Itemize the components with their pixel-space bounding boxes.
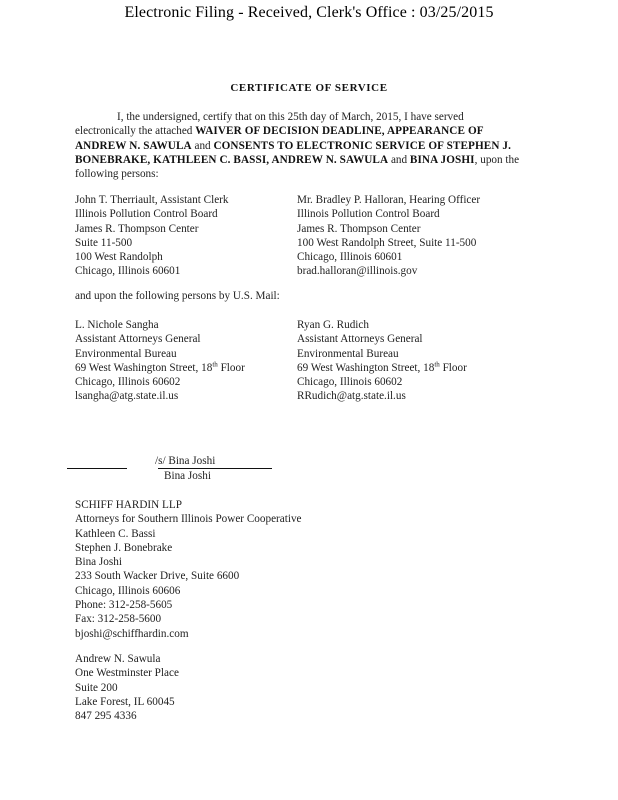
recipient-title: Assistant Attorneys General <box>75 333 201 346</box>
mail-recipient-sangha <box>75 318 245 404</box>
recipient-suite: Suite 11-500 <box>75 236 133 249</box>
second-attorney-block <box>75 652 179 723</box>
recipient-street: 69 West Washington Street, 18th Floor <box>297 360 467 374</box>
recipient-name: John T. Therriault, Assistant Clerk <box>75 194 229 206</box>
firm-name: SCHIFF HARDIN LLP <box>75 499 182 511</box>
recipient-email: lsangha@atg.state.il.us <box>75 390 179 403</box>
recipient-street: 69 West Washington Street, 18th Floor <box>75 360 245 374</box>
recipient-hearing-officer <box>297 193 480 279</box>
attorney-line: Andrew N. Sawula <box>75 653 161 665</box>
firm-line: 233 South Wacker Drive, Suite 6600 <box>75 570 240 583</box>
paragraph-outro: , upon the following persons: <box>75 153 520 181</box>
recipient-street: 100 West Randolph <box>75 251 163 264</box>
recipient-email: brad.halloran@illinois.gov <box>297 265 418 278</box>
attorney-phone: 847 295 4336 <box>75 710 137 723</box>
recipient-name: Ryan G. Rudich <box>297 319 369 331</box>
recipient-street: Chicago, Illinois 60601 <box>297 251 403 264</box>
paragraph-intro: I, the undersigned, certify that on this 25th day of March, 2015, I have served electronically the attached <box>75 111 464 138</box>
electronic-filing-stamp: Electronic Filing - Received, Clerk's Office : 03/25/2015 <box>124 4 494 21</box>
recipient-city: Chicago, Illinois 60602 <box>75 376 181 389</box>
recipient-city: Chicago, Illinois 60601 <box>75 265 181 278</box>
firm-phone: Phone: 312-258-5605 <box>75 599 173 612</box>
recipient-clerk <box>75 193 229 279</box>
recipient-name: Mr. Bradley P. Halloran, Hearing Officer <box>297 194 481 206</box>
consents-names: CONSENTS TO ELECTRONIC SERVICE OF STEPHEN J. BONEBRAKE, KATHLEEN C. BASSI, ANDREW N. SAWULA <box>75 139 511 166</box>
recipient-org: Illinois Pollution Control Board <box>297 208 440 221</box>
recipient-suite: 100 West Randolph Street, Suite 11-500 <box>297 236 477 249</box>
recipient-title: Assistant Attorneys General <box>297 333 423 346</box>
firm-block <box>75 498 302 641</box>
electronic-signature: /s/ Bina Joshi <box>155 455 216 467</box>
recipient-bureau: Environmental Bureau <box>75 347 177 360</box>
attorney-line: One Westminster Place <box>75 667 179 680</box>
last-consent-name: BINA JOSHI <box>409 153 475 166</box>
mail-recipient-rudich <box>297 318 467 404</box>
signature-line-left <box>67 468 127 469</box>
attorney-line: Lake Forest, IL 60045 <box>75 695 175 708</box>
signature-line-right <box>158 468 272 469</box>
attorney-line: Suite 200 <box>75 681 118 694</box>
recipient-name: L. Nichole Sangha <box>75 319 159 331</box>
recipient-building: James R. Thompson Center <box>75 222 199 235</box>
mail-intro: and upon the following persons by U.S. Mail: <box>75 290 280 302</box>
firm-line: Kathleen C. Bassi <box>75 527 156 540</box>
recipient-city: Chicago, Illinois 60602 <box>297 376 403 389</box>
firm-attorneys-for: Attorneys for Southern Illinois Power Cooperative <box>75 513 302 526</box>
recipient-email: RRudich@atg.state.il.us <box>297 390 406 403</box>
firm-email: bjoshi@schiffhardin.com <box>75 627 189 640</box>
paragraph-and-2: and <box>388 153 410 166</box>
firm-fax: Fax: 312-258-5600 <box>75 613 162 626</box>
certificate-title: CERTIFICATE OF SERVICE <box>230 82 388 94</box>
recipient-building: James R. Thompson Center <box>297 222 421 235</box>
recipient-bureau: Environmental Bureau <box>297 347 399 360</box>
paragraph-and: and <box>191 139 214 152</box>
certificate-paragraph <box>75 110 525 181</box>
firm-line: Stephen J. Bonebrake <box>75 541 173 554</box>
firm-line: Chicago, Illinois 60606 <box>75 584 181 597</box>
recipient-org: Illinois Pollution Control Board <box>75 208 218 221</box>
typed-signature-name: Bina Joshi <box>164 470 211 482</box>
document-names: WAIVER OF DECISION DEADLINE, APPEARANCE OF ANDREW N. SAWULA <box>75 125 484 152</box>
firm-line: Bina Joshi <box>75 556 122 569</box>
